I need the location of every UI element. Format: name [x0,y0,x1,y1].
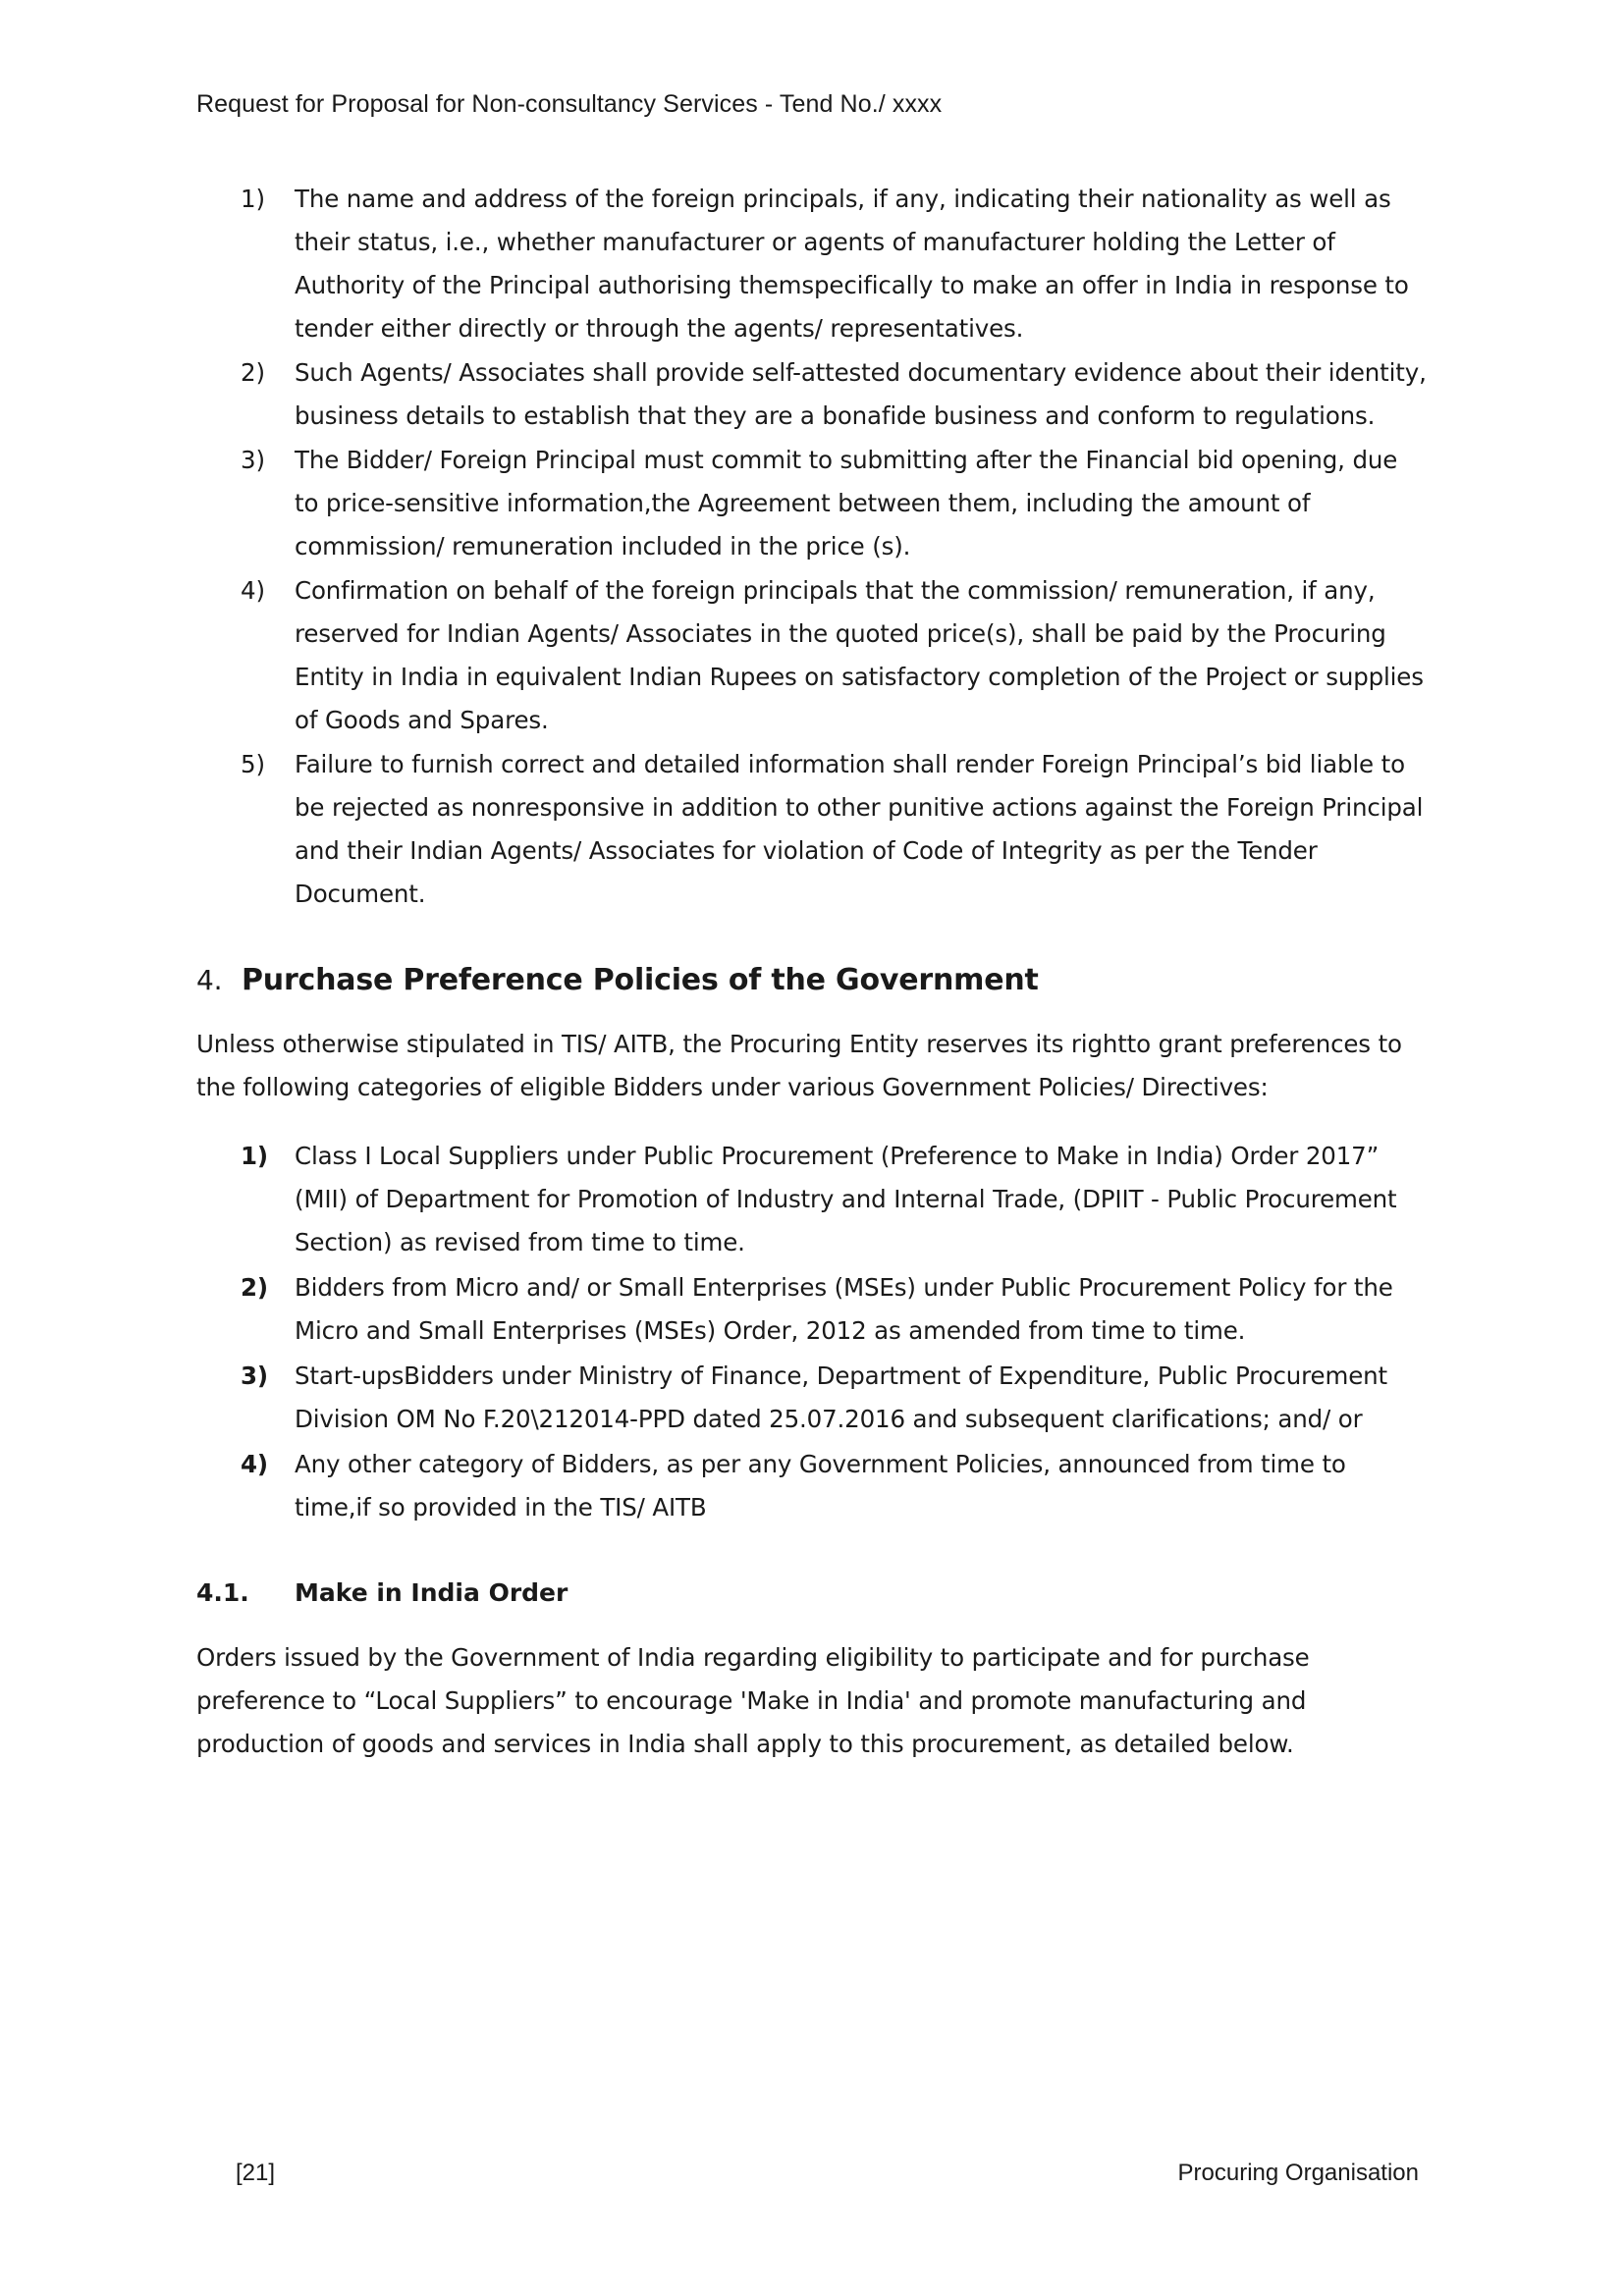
list-item-text: Any other category of Bidders, as per any Government Policies, announced from time to time,if so provided in the TIS/ AITB [295,1450,1346,1522]
page-header: Request for Proposal for Non-consultancy Services - Tend No./ xxxx [196,90,943,118]
list-item-marker: 3) [241,1362,268,1390]
list-item-text: Start-upsBidders under Ministry of Finance, Department of Expenditure, Public Procurement Division OM No F.20\212014-PPD dated 25.07.2016 and subsequent clarifications; and/ or [295,1362,1387,1433]
list-item [196,1355,1429,1441]
list-item-text: Failure to furnish correct and detailed information shall render Foreign Principal’s bid liable to be rejected as nonresponsive in addition to other punitive actions against the Foreign Principal and their Indian Agents/ Associates for violation of Code of Integrity as per the Tender Document. [295,750,1424,908]
list-item [196,743,1429,916]
list-item-text: The name and address of the foreign principals, if any, indicating their nationality as well as their status, i.e., whether manufacturer or agents of manufacturer holding the Letter of Authority of the Principal authorising themspecifically to make an offer in India in response to tender either directly or through the agents/ representatives. [295,185,1409,343]
list-item-marker: 4) [241,576,265,605]
list-item-text: Class I Local Suppliers under Public Procurement (Preference to Make in India) Order 2017” (MII) of Department for Promotion of Industry and Internal Trade, (DPIIT - Public Procurement Section) as revised from time to time. [295,1142,1397,1256]
list-item [196,351,1429,438]
subsection-4-1-paragraph: Orders issued by the Government of India regarding eligibility to participate and for purchase preference to “Local Suppliers” to encourage 'Make in India' and promote manufacturing and production of goods and services in India shall apply to this procurement, as detailed below. [196,1643,1310,1758]
list-item-text: Bidders from Micro and/ or Small Enterprises (MSEs) under Public Procurement Policy for the Micro and Small Enterprises (MSEs) Order, 2012 as amended from time to time. [295,1273,1393,1345]
list-item-text: Confirmation on behalf of the foreign principals that the commission/ remuneration, if any, reserved for Indian Agents/ Associates in the quoted price(s), shall be paid by the Procuring Entity in India in equivalent Indian Rupees on satisfactory completion of the Project or supplies of Goods and Spares. [295,576,1424,734]
list-item [196,1135,1429,1264]
list-item-text: The Bidder/ Foreign Principal must commit to submitting after the Financial bid opening, due to price-sensitive information,the Agreement between them, including the amount of commission/ remuneration included in the price (s). [295,446,1398,561]
section-heading-4 [196,963,1429,997]
subsection-number: 4.1. [196,1578,249,1607]
purchase-preference-categories-list [196,1135,1429,1529]
subsection-heading-4-1 [196,1578,1429,1607]
list-item [196,1443,1429,1529]
list-item [196,439,1429,568]
page-footer [196,2160,1429,2187]
foreign-principal-requirements-list [196,178,1429,916]
list-item-marker: 1) [241,1142,268,1170]
page-content [196,90,1429,1791]
list-item [196,569,1429,742]
subsection-title-text: Make in India Order [295,1578,568,1607]
section-title-text: Purchase Preference Policies of the Government [242,963,1039,997]
list-item [196,178,1429,350]
list-item-marker: 1) [241,185,265,213]
footer-page-number: [21] [236,2160,276,2186]
section-number: 4. [196,964,223,996]
list-item-marker: 4) [241,1450,268,1478]
list-item-marker: 2) [241,358,265,387]
list-item-marker: 5) [241,750,265,778]
list-item-text: Such Agents/ Associates shall provide self-attested documentary evidence about their identity, business details to establish that they are a bonafide business and conform to regulations. [295,358,1427,430]
list-item-marker: 2) [241,1273,268,1302]
section-4-intro-paragraph: Unless otherwise stipulated in TIS/ AITB, the Procuring Entity reserves its rightto grant preferences to the following categories of eligible Bidders under various Government Policies/ Directives: [196,1030,1402,1101]
list-item-marker: 3) [241,446,265,474]
footer-organisation: Procuring Organisation [1177,2160,1419,2186]
list-item [196,1266,1429,1353]
